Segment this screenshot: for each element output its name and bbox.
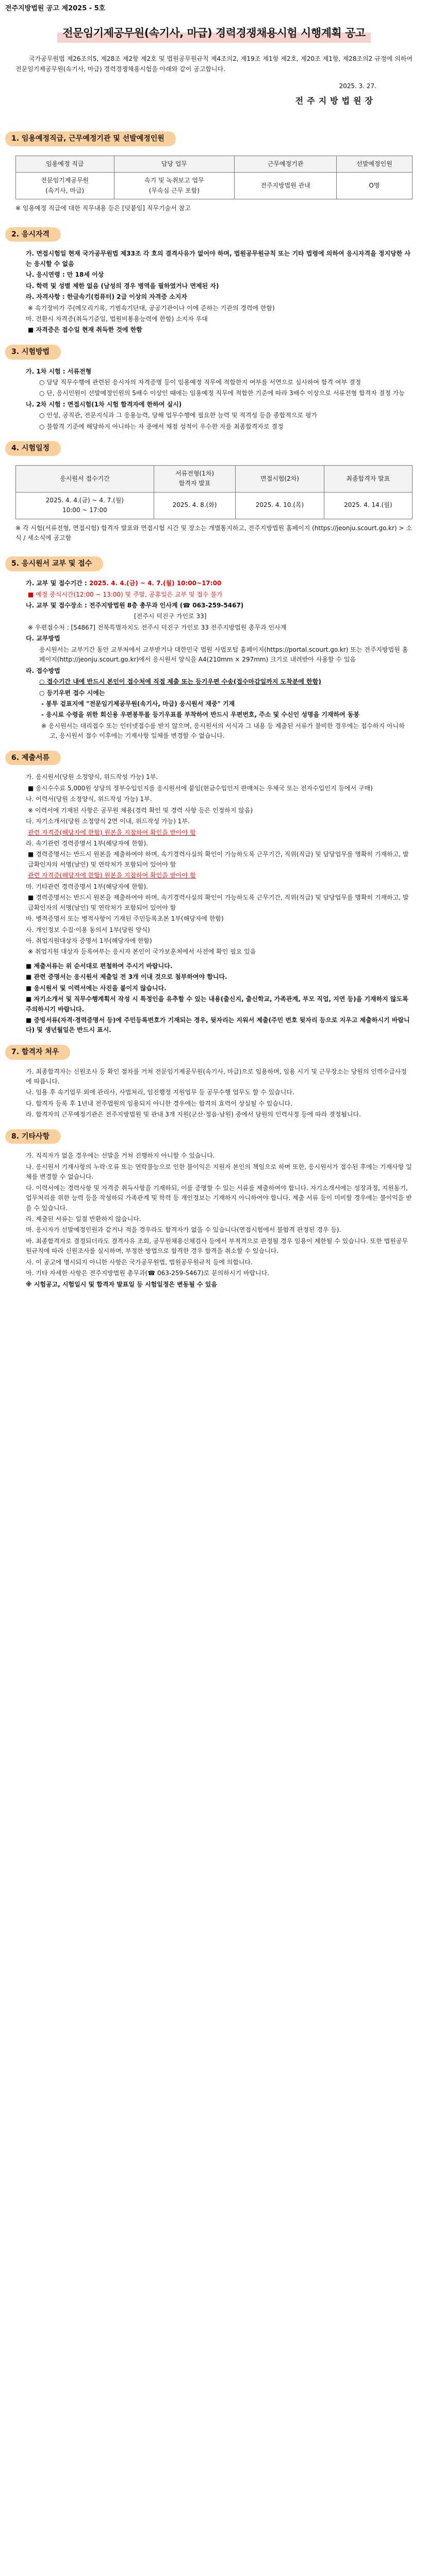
list-item: 다. 합격자 등록 후 1년내 전주법원의 임용되지 아니한 경우에는 합격의 효력이 상실될 수 있습니다. <box>26 1099 292 1107</box>
list-item: 다. 이력서에는 경력사항 및 자격증 취득사항을 기재하되, 이를 증명할 수 있는 서류를 제출하여야 합니다. 자기소개서에는 성장과정, 지원동기, 업무처리를 위한 능력 등을 작성하되 가족관계 및 학력 등 개인정보는 기재하지 아니하여야 합니다. 제출 서류 등이 미비할 경우에는 불이익을 받을 수 있습니다. <box>26 1184 412 1212</box>
list-item: 나. 이력서(당원 소정양식, 위드작성 가능) 1부. <box>26 795 152 803</box>
list-item: ○ 담당 직무수행에 관련된 응시자의 자격증명 등이 임용예정 직무에 적합한지 여부를 서면으로 심사하여 합격 여부 결정 <box>39 378 361 386</box>
list-item: 마. 응시자가 선발예정인원과 같거나 적을 경우라도 합격자가 없을 수 있습니다(면접시험에서 불합격 판정된 경우 등). <box>26 1226 341 1234</box>
section-heading-4: 4. 시험일정 <box>5 441 61 456</box>
notice-date: 2025. 3. 27. <box>339 82 376 90</box>
table-header: 서류전형(1차) 합격자 발표 <box>154 465 236 492</box>
section-heading-3: 3. 시험방법 <box>5 345 61 360</box>
table-cell: 2025. 4. 14.(월) <box>324 492 412 519</box>
table-header: 임용예정 직급 <box>16 156 114 172</box>
list-item: ■ 경력증명서는 반드시 원본을 제출하여야 하며, 속기경력사실의 확인이 가능하도록 근무기간, 직위(직급) 및 담당업무를 명확히 기재하고, 발급확인자의 서명(날인) 및 연락처가 포함되어 있어야 함 <box>28 851 409 868</box>
notice-number: 전주지방법원 공고 제2025 - 5호 <box>5 5 106 12</box>
field-label: 나. 교부 및 접수장소 : <box>26 602 89 609</box>
list-item: 관련 자격증(해당자에 한함) 원본을 지참하여 확인을 받아야 함 <box>28 828 196 836</box>
table-cell: 전문임기제공무원 (속기사, 마급) <box>16 173 114 199</box>
list-item <box>15 1067 413 1087</box>
section-heading-1: 1. 임용예정직급, 근무예정기관 및 선발예정인원 <box>5 131 176 146</box>
list-item: ■ 자격증은 접수일 현재 취득한 것에 한함 <box>28 326 142 334</box>
list-item: 다. 자기소개서(당원 소정양식 2면 이내, 위드작성 가능) 1부. <box>26 818 190 825</box>
field-label: 가. 교부 및 접수기간 : <box>26 580 89 587</box>
list-item: 다. 교부방법 <box>26 635 60 642</box>
table-header: 선발예정인원 <box>336 156 412 172</box>
table-cell: 속기 및 녹취보고 업무 (무속심 근무 포함) <box>114 173 235 199</box>
list-item: 나. 응시연령 : 만 18세 이상 <box>26 271 104 279</box>
list-item: 아. 기타 자세한 사항은 전주지방법원 총무과(☎ 063-259-5467)로 문의하시기 바랍니다. <box>26 1269 270 1277</box>
list-item: ■ 경력증명서는 반드시 원본을 제출하여야 하며, 속기경력사실의 확인이 가능하도록 근무기간, 직위(직급) 및 담당업무를 명확히 기재하고, 발급확인자의 서명(날인) 및 연락처가 포함되어 있어야 함 <box>28 894 409 911</box>
table-header: 응시원서 접수기간 <box>16 465 154 492</box>
list-item: 라. 자격사항 : 한글속기(컴퓨터) 2급 이상의 자격증 소지자 <box>26 293 187 301</box>
list-item: 나. 임용 후 속기업무 외에 관리사, 사법처리, 임진행정 지원업무 등 공무수행 업무도 할 수 있습니다. <box>26 1089 294 1096</box>
list-item: ■ 자기소개서 및 직무수행계획서 작성 시 특정인을 유추할 수 있는 내용(출신지, 출신학교, 가족관계, 부모 직업, 지연 등)을 기재하지 않도록 주의하시기 바랍니다. <box>26 995 408 1013</box>
table-header: 면접시험(2차) <box>236 465 324 492</box>
list-item: 사. 개인정보 수집·이용 동의서 1부(당원 양식) <box>26 926 150 934</box>
list-item: ○ 불합격 기준에 해당하지 아니하는 자 중에서 채점 성적이 우수한 자를 최종합격자로 결정 <box>39 422 284 430</box>
recruitment-table <box>15 156 413 199</box>
list-item: 라. 제출된 서류는 일절 반환하지 않습니다. <box>26 1215 141 1223</box>
list-item: ※ 시험공고, 시험일시 및 합격자 발표일 등 시험일정은 변동될 수 있음 <box>26 1280 217 1288</box>
list-item: ■ 제출서류는 위 순서대로 편철하여 주시기 바랍니다. <box>26 962 173 970</box>
table-cell: 2025. 4. 8.(화) <box>154 492 236 519</box>
list-item: 응시원서는 교부기간 동안 교부처에서 교부받거나 대한민국 법원 사법포털 홈페이지(https://portal.scourt.go.kr) 또는 전주지방법원 홈페이지(http://jeonju.scourt.go.kr)에서 응시원서 양식을 A4(210mm × 297mm) 크기로 내려받아 사용할 수 있음 <box>39 646 408 664</box>
application-place <box>15 601 413 611</box>
section-heading-2: 2. 응시자격 <box>5 227 61 242</box>
list-item: 마. 기타관련 경력증명서 1부(해당자에 한함). <box>26 883 148 890</box>
title-wrap <box>15 23 413 43</box>
list-item: ※ 이력서에 기재된 사항은 공무원 채용(경력 확인 및 경력 사항 등은 인정하지 않음) <box>28 806 253 814</box>
field-value: 2025. 4. 4.(금) ~ 4. 7.(월) 10:00~17:00 <box>89 580 222 587</box>
list-item: 바. 병적증명서 또는 병적사항이 기재된 주민등록초본 1부(해당자에 한함) <box>26 915 224 923</box>
list-item: 아. 취업지원대상자 증명서 1부(해당자에 한함) <box>26 937 152 944</box>
list-item: ※ 우편접수처 : [54867] 전북특별자치도 전주시 덕진구 가인로 33 전주지방법원 총무과 인사계 <box>28 623 287 631</box>
list-item: 라. 합격자의 근무예정기관은 전주지방법원 및 관내 3개 지원(군산·정읍·남원) 중에서 당원의 인력사정 등에 따라 결정됩니다. <box>26 1111 361 1118</box>
list-item: ※ 속기장비가 주(메모리기록, 기범속기단대, 공공기관이나 이에 준하는 기관의 경력에 한함) <box>28 304 275 312</box>
section-heading-7: 7. 합격자 처우 <box>5 1045 70 1060</box>
list-item: 사. 이 공고에 명시되지 아니한 사항은 국가공무원법, 법원공무원규칙 등에 의합니다. <box>26 1258 253 1266</box>
list-item: ■ 증빙서류(자격·경력증명서 등)에 주민등록번호가 기재되는 경우, 뒷자리는 지워서 제출(주민 번호 뒷자리 등으로 지우고 제출하시기 바랍니다) 및 생년월일은 반드시 표시. <box>26 1016 410 1034</box>
list-item: ■ 관련 증명서는 응시원서 제출일 전 3개 이내 것으로 첨부하여야 합니다. <box>26 973 227 981</box>
intro-paragraph: 국가공무원법 제26조의5, 제28조 제2항 제2호 및 법원공무원규칙 제4조의2, 제19조 제1항 제2호, 제20조 제1항, 제28조의2 규정에 의하여 전문임기제공무원(속기사, 마급) 경력경쟁채용시험을 아래와 같이 공고합니다. <box>15 55 413 73</box>
table-cell: 2025. 4. 10.(목) <box>236 492 324 519</box>
list-item: 가. 직직자가 없을 경우에는 선발을 거쳐 진행하지 아니할 수 있습니다. <box>26 1152 215 1160</box>
list-item: ■ 응시원서 및 이력서에는 사진을 붙이지 않습니다. <box>26 984 167 992</box>
list-item: ○ 단, 응시인원이 선발예정인원의 5배수 이상인 때에는 임용예정 직무에 적합한 기준에 따라 3배수 이상으로 서류전형 합격자 결정 가능 <box>39 389 405 397</box>
table-header: 근무예정기관 <box>235 156 337 172</box>
list-item: ■ 응시수수료 5,000원 상당의 정부수입인지를 응시원서에 붙임(현금수입인지 판매처는 우체국 또는 전자수입인지 등에서 구매) <box>28 784 373 792</box>
table-header: 담당 업무 <box>114 156 235 172</box>
list-item-text: 가. 최종합격자는 신원조사 등 확인 절차를 거쳐 전문임기제공무원(속기사, 마급)으로 임용하며, 임용 시기 및 근무장소는 당원의 인력수급사정에 따릅니다. <box>26 1067 407 1085</box>
list-item: 라. 접수방법 <box>26 667 60 674</box>
table-cell: 전주지방법원 관내 <box>235 173 337 199</box>
list-item: 가. 면접시험일 현재 국가공무원법 제33조 각 호의 결격사유가 없어야 하며, 법원공무원규칙 또는 기타 법령에 의하여 응시자격을 정지당한 사는 응시할 수 없음 <box>26 250 410 267</box>
page-title: 전문임기제공무원(속기사, 마급) 경력경쟁채용시험 시행계획 공고 <box>57 23 370 43</box>
list-item: 다. 학력 및 성별 제한 없음 (남성의 경우 병역을 필하였거나 면제된 자) <box>26 282 219 290</box>
schedule-table <box>15 465 413 519</box>
table-header: 최종합격자 발표 <box>324 465 412 492</box>
list-item: 가. 응시원서(당원 소정양식, 위드작성 가능) 1부. <box>26 773 158 781</box>
list-item: 마. 전환시 자격증(취득기준일, 법원비통용능력에 한함) 소지자 우대 <box>26 315 208 323</box>
list-item: 관련 자격증(해당자에 한함) 원본을 지참하여 확인을 받아야 함 <box>28 872 196 879</box>
list-item: ○ 접수기간 내에 반드시 본인이 접수처에 직접 제출 또는 등기우편 수송(접수마감일까지 도착분에 한함) <box>39 678 321 686</box>
list-item: 나. 2차 시험 : 면접시험(1차 시험 합격자에 한하여 실시) <box>26 400 182 408</box>
list-item: ※ 응시원서는 대리접수 또는 인터넷접수를 받지 않으며, 응시원서의 서식과 그 내용 등 제출된 서류가 불비한 경우에는 접수하지 아니하고, 응시원서 접수 이후에는 기재사항 일체를 변경할 수 없습니다. <box>41 722 405 740</box>
issuing-court: 전주지방법원장 <box>295 96 376 106</box>
list-item: 나. 응시원서 기재사항의 누락·오류 또는 연락불능으로 인한 불이익은 지원자 본인의 책임으로 하며 또한, 응시원서가 접수된 후에는 기재사항 일체를 변경할 수 없습니다. <box>26 1163 412 1181</box>
section-note: ※ 각 시험(서류전형, 면접시험) 합격자 발표와 면접시험 시간 및 장소는 개별통지하고, 전주지방법원 홈페이지 (https://jeonju.scourt.go.kr) > 소식 / 새소식에 공고함 <box>15 524 412 542</box>
list-item: ※ 취업지원 대상자 등록여부는 응시자 본인이 국가보훈처에서 사전에 확인 필요 있음 <box>28 948 256 956</box>
table-cell: 2025. 4. 4.(금) ~ 4. 7.(월) 10:00 ~ 17:00 <box>16 492 154 519</box>
list-item: - 응시료 수령을 위한 회신용 우편봉투를 등기우표를 부착하여 반드시 우편번호, 주소 및 수신인 성명을 기재하여 동봉 <box>41 711 360 719</box>
list-item: - 봉투 겉표지에 "전문임기제공무원(속기사, 마급) 응시원서 재중" 기재 <box>41 700 235 707</box>
section-heading-8: 8. 기타사항 <box>5 1129 61 1144</box>
section-heading-6: 6. 제출서류 <box>5 751 61 766</box>
list-item: ○ 인성, 공직관, 전문지식과 그 응용능력, 당해 업무수행에 필요한 능력 및 적격성 등을 종합적으로 평가 <box>39 412 317 419</box>
field-value: 전주지방법원 8층 총무과 인사계 (☎ 063-259-5467) <box>89 602 244 609</box>
list-item: ○ 등기우편 접수 시에는 <box>39 689 105 697</box>
section-note: ※ 임용예정 직급에 대한 직무내용 등은 [덧붙임] 직무기술서 참고 <box>15 205 191 212</box>
list-item: 가. 1차 시험 : 서류전형 <box>26 367 92 375</box>
address: [전주시 덕진구 가인로 33] <box>134 613 207 620</box>
list-item: ■ 예정 중식시간(12:00 ~ 13:00) 및 주말, 공휴일은 교부 및 접수 불가 <box>28 590 223 598</box>
application-period <box>15 579 413 588</box>
list-item: 라. 속기관련 경력증명서 1부(해당자에 한함). <box>26 840 148 847</box>
table-cell: O명 <box>336 173 412 199</box>
notice-document <box>5 0 413 1306</box>
section-heading-5: 5. 응시원서 교부 및 접수 <box>5 556 103 571</box>
list-item: 바. 최종합격자로 결정되더라도 결격사유 조회, 공무원채용신체검사 등에서 부적격으로 판정될 경우 임용이 제한될 수 있습니다. 또한 법원공무원규칙에 따라 신원조사를 실시하며, 부정한 방법으로 합격한 경우 합격을 취소할 수 있습니다. <box>26 1237 408 1255</box>
